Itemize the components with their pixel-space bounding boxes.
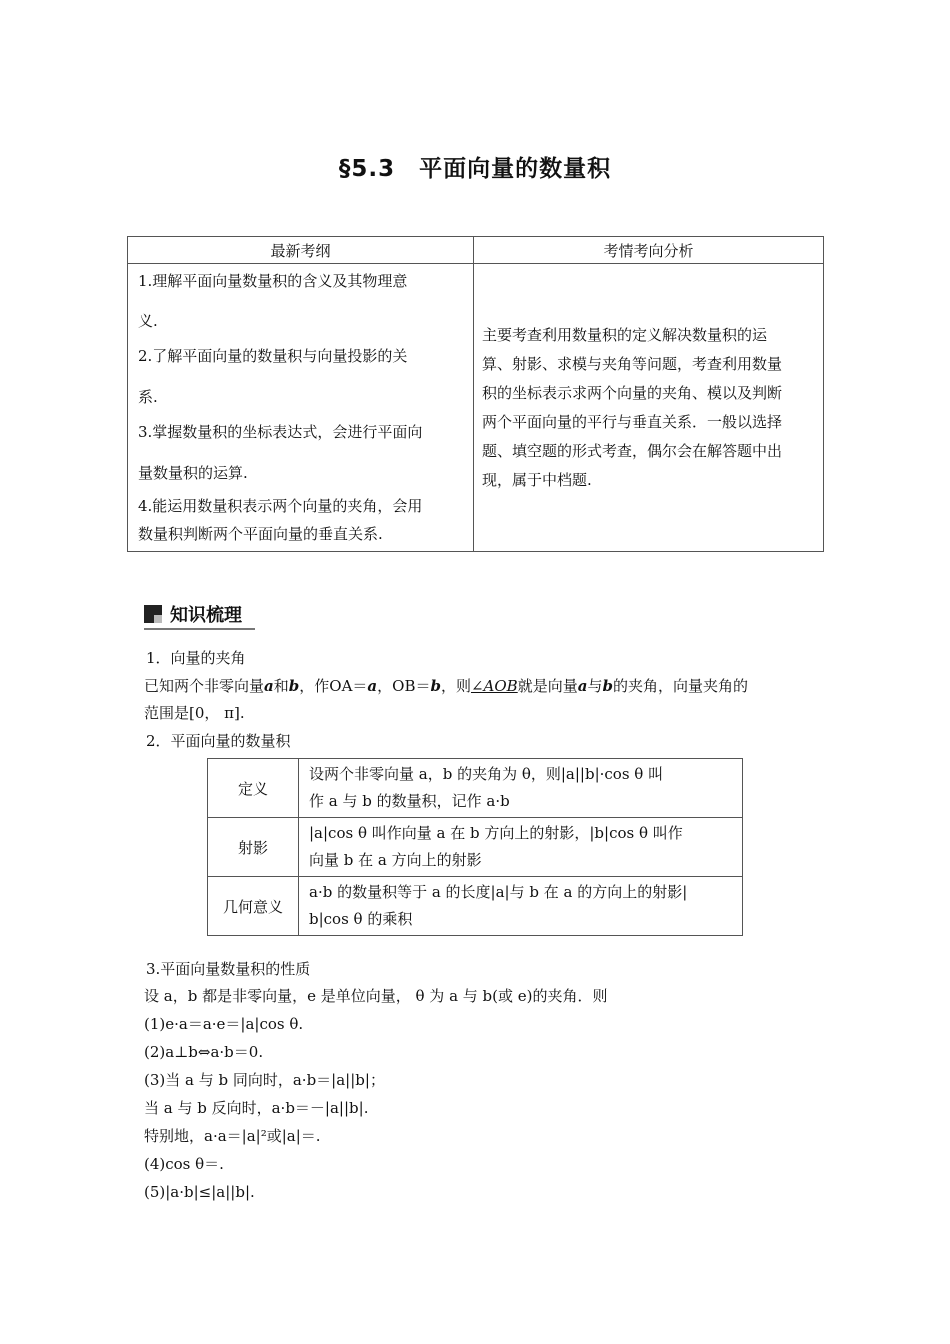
s3-line: (5)|a·b|≤|a||b|. (144, 1183, 255, 1201)
dot-product-table (207, 758, 743, 936)
s3-line: (3)当 a 与 b 同向时，a·b＝|a||b|； (144, 1071, 385, 1089)
row-key: 几何意义 (208, 877, 299, 936)
requirement-line: 1.理解平面向量数量积的含义及其物理意 (138, 272, 408, 290)
page-title: §5.3 平面向量的数量积 (338, 156, 612, 182)
section-heading (144, 601, 242, 627)
analysis-line: 算、射影、求模与夹角等问题，考查利用数量 (482, 354, 783, 373)
s3-line: 设 a，b 都是非零向量，e 是单位向量， θ 为 a 与 b(或 e)的夹角．则 (144, 987, 608, 1005)
requirement-line: 数量积判断两个平面向量的垂直关系. (138, 525, 383, 543)
analysis-cell (474, 264, 824, 552)
syllabus-table (127, 236, 824, 552)
s1-line2: 范围是[0， π]. (144, 704, 245, 722)
requirement-line: 3.掌握数量积的坐标表达式，会进行平面向 (138, 423, 423, 441)
requirement-line: 义. (138, 312, 158, 330)
analysis-line: 两个平面向量的平行与垂直关系．一般以选择 (482, 412, 783, 431)
row-key: 射影 (208, 818, 299, 877)
s3-line: 特别地，a·a＝|a|²或|a|＝. (144, 1127, 321, 1145)
s2-heading: 2．平面向量的数量积 (146, 732, 291, 750)
analysis-line: 题、填空题的形式考查，偶尔会在解答题中出 (482, 441, 783, 460)
section-title: 知识梳理 (170, 605, 242, 626)
row-content: 设两个非零向量 a，b 的夹角为 θ，则|a||b|·cos θ 叫 作 a 与 b 的数量积，记作 a·b (299, 759, 743, 818)
section-square-icon (144, 605, 162, 623)
s1-line1: 已知两个非零向量a和b，作OA＝a，OB＝b，则∠AOB就是向量a与b的夹角，向量夹角的 (144, 677, 748, 695)
s3-line: (2)a⊥b⇔a·b＝0. (144, 1043, 264, 1061)
analysis-header: 考情考向分析 (474, 237, 824, 264)
requirement-line: 4.能运用数量积表示两个向量的夹角，会用 (138, 497, 423, 515)
requirement-line: 量数量积的运算. (138, 464, 248, 482)
requirement-line: 2.了解平面向量的数量积与向量投影的关 (138, 347, 408, 365)
section-underline (144, 628, 255, 630)
analysis-line: 主要考查利用数量积的定义解决数量积的运 (482, 325, 768, 344)
row-content: a·b 的数量积等于 a 的长度|a|与 b 在 a 的方向上的射影| b|cos θ 的乘积 (299, 877, 743, 936)
s3-line: 当 a 与 b 反向时，a·b＝－|a||b|. (144, 1099, 369, 1117)
s3-heading: 3.平面向量数量积的性质 (146, 960, 311, 978)
s1-heading: 1．向量的夹角 (146, 649, 246, 667)
analysis-line: 积的坐标表示求两个向量的夹角、模以及判断 (482, 383, 783, 402)
analysis-line: 现，属于中档题. (482, 470, 592, 489)
s3-line: (1)e·a＝a·e＝|a|cos θ. (144, 1015, 304, 1033)
syllabus-header: 最新考纲 (128, 237, 474, 264)
row-content: |a|cos θ 叫作向量 a 在 b 方向上的射影，|b|cos θ 叫作 向量 b 在 a 方向上的射影 (299, 818, 743, 877)
requirement-line: 系. (138, 388, 158, 406)
row-key: 定义 (208, 759, 299, 818)
requirements-cell (128, 264, 474, 552)
s3-line: (4)cos θ＝. (144, 1155, 224, 1173)
